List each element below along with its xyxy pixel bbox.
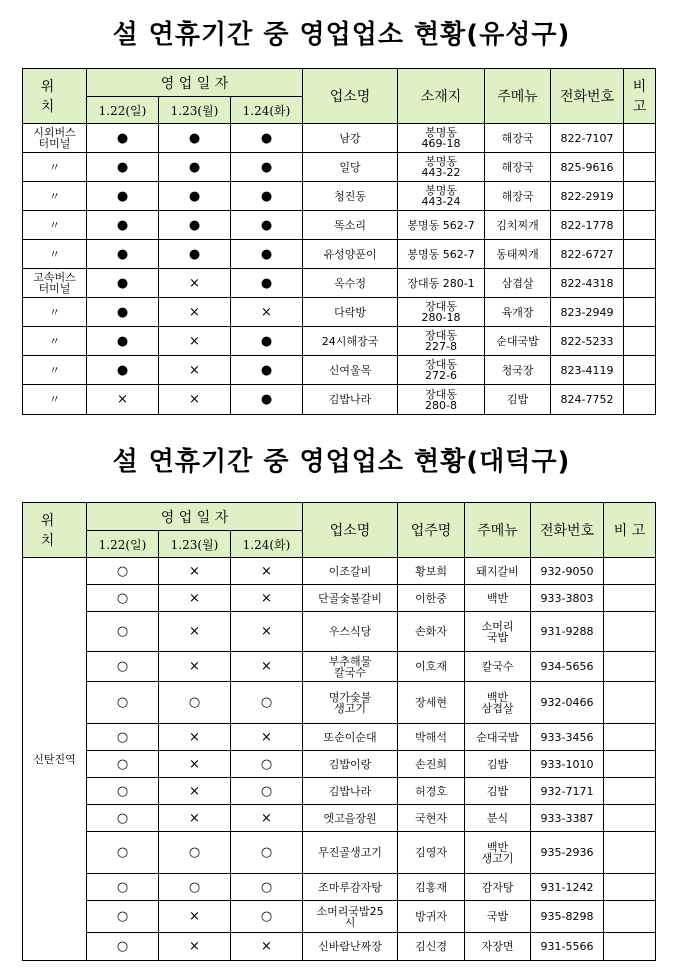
address-cell: 봉명동 443-22 — [398, 153, 485, 182]
header-address: 소재지 — [398, 69, 485, 124]
phone-cell: 822-7107 — [551, 124, 624, 153]
phone-cell: 932-0466 — [531, 682, 604, 724]
note-cell — [624, 124, 656, 153]
address-cell: 봉명동 562-7 — [398, 240, 485, 269]
table-row — [23, 751, 656, 778]
note-cell — [604, 751, 656, 778]
day2-status: ○ — [159, 874, 231, 901]
section2-title: 설 연휴기간 중 영업업소 현황(대덕구) — [112, 447, 571, 477]
header-phone: 전화번호 — [551, 69, 624, 124]
day2-status: ● — [159, 124, 231, 153]
day1-status: ○ — [87, 751, 159, 778]
day3-status: ● — [231, 385, 303, 415]
day1-status: ○ — [87, 585, 159, 612]
table-row — [23, 724, 656, 751]
menu-cell: 자장면 — [465, 933, 531, 961]
note-cell — [624, 211, 656, 240]
phone-cell: 935-8298 — [531, 901, 604, 933]
table-row — [23, 805, 656, 832]
table-row — [23, 124, 656, 153]
note-cell — [604, 805, 656, 832]
day2-status: × — [159, 298, 231, 327]
business-name: 조마루감자탕 — [303, 874, 398, 901]
business-name: 무진골생고기 — [303, 832, 398, 874]
menu-cell: 백반 삼겹살 — [465, 682, 531, 724]
header-location: 위 치 — [23, 69, 87, 124]
day2-status: ● — [159, 211, 231, 240]
phone-cell: 931-5566 — [531, 933, 604, 961]
owner-cell: 이호재 — [398, 652, 465, 682]
yuseong-table-body — [23, 124, 656, 415]
note-cell — [604, 778, 656, 805]
daedeok-table — [22, 502, 656, 961]
phone-cell: 825-9616 — [551, 153, 624, 182]
address-cell: 봉명동 562-7 — [398, 211, 485, 240]
day3-status: × — [231, 652, 303, 682]
day3-status: × — [231, 298, 303, 327]
owner-cell: 박해석 — [398, 724, 465, 751]
phone-cell: 822-5233 — [551, 327, 624, 356]
table-row — [23, 652, 656, 682]
day2-status: × — [159, 778, 231, 805]
day1-status: ● — [87, 124, 159, 153]
address-cell: 봉명동 469-18 — [398, 124, 485, 153]
location-cell: 〃 — [23, 385, 87, 415]
table-row — [23, 182, 656, 211]
owner-cell: 김영자 — [398, 832, 465, 874]
day3-status: × — [231, 805, 303, 832]
header-menu: 주메뉴 — [485, 69, 551, 124]
phone-cell: 932-7171 — [531, 778, 604, 805]
menu-cell: 김밥 — [465, 778, 531, 805]
day2-status: × — [159, 933, 231, 961]
table-row — [23, 385, 656, 415]
header-business-days: 영 업 일 자 — [87, 503, 303, 531]
table-row — [23, 558, 656, 585]
header-note: 비 고 — [604, 503, 656, 558]
phone-cell: 933-3456 — [531, 724, 604, 751]
table-row — [23, 933, 656, 961]
menu-cell: 해장국 — [485, 153, 551, 182]
phone-cell: 931-9288 — [531, 612, 604, 652]
day1-status: ○ — [87, 682, 159, 724]
day1-status: ● — [87, 298, 159, 327]
day1-status: ● — [87, 211, 159, 240]
day3-status: ● — [231, 240, 303, 269]
day2-status: ● — [159, 240, 231, 269]
phone-cell: 931-1242 — [531, 874, 604, 901]
table-row — [23, 874, 656, 901]
table-row — [23, 778, 656, 805]
day3-status: ○ — [231, 874, 303, 901]
note-cell — [624, 327, 656, 356]
note-cell — [624, 269, 656, 298]
phone-cell: 932-9050 — [531, 558, 604, 585]
business-name: 다락방 — [303, 298, 398, 327]
day1-status: ○ — [87, 612, 159, 652]
day1-status: ○ — [87, 933, 159, 961]
day2-status: × — [159, 901, 231, 933]
phone-cell: 824-7752 — [551, 385, 624, 415]
day3-status: ● — [231, 124, 303, 153]
day2-status: × — [159, 805, 231, 832]
note-cell — [604, 901, 656, 933]
header-owner: 업주명 — [398, 503, 465, 558]
day3-status: ● — [231, 356, 303, 385]
day3-status: ● — [231, 269, 303, 298]
day3-status: ● — [231, 182, 303, 211]
table-row — [23, 153, 656, 182]
owner-cell: 김홍재 — [398, 874, 465, 901]
phone-cell: 822-1778 — [551, 211, 624, 240]
address-cell: 장대동 280-8 — [398, 385, 485, 415]
business-name: 신여울목 — [303, 356, 398, 385]
header-day-1: 1.22(일) — [87, 97, 159, 124]
header-phone: 전화번호 — [531, 503, 604, 558]
menu-cell: 김치찌개 — [485, 211, 551, 240]
header-name: 업소명 — [303, 503, 398, 558]
menu-cell: 김밥 — [465, 751, 531, 778]
business-name: 유성양푼이 — [303, 240, 398, 269]
business-name: 부추해물 칼국수 — [303, 652, 398, 682]
note-cell — [604, 832, 656, 874]
menu-cell: 순대국밥 — [465, 724, 531, 751]
yuseong-table — [22, 68, 656, 415]
note-cell — [624, 153, 656, 182]
phone-cell: 822-6727 — [551, 240, 624, 269]
note-cell — [624, 385, 656, 415]
header-day-3: 1.24(화) — [231, 97, 303, 124]
day2-status: × — [159, 652, 231, 682]
menu-cell: 삼겹살 — [485, 269, 551, 298]
day3-status: ○ — [231, 751, 303, 778]
menu-cell: 청국장 — [485, 356, 551, 385]
header-day-1: 1.22(일) — [87, 531, 159, 558]
note-cell — [604, 933, 656, 961]
location-cell: 고속버스 터미널 — [23, 269, 87, 298]
day3-status: ● — [231, 327, 303, 356]
business-name: 일당 — [303, 153, 398, 182]
note-cell — [604, 682, 656, 724]
day2-status: × — [159, 585, 231, 612]
owner-cell: 국현자 — [398, 805, 465, 832]
table-row — [23, 901, 656, 933]
menu-cell: 순대국밥 — [485, 327, 551, 356]
menu-cell: 김밥 — [485, 385, 551, 415]
day1-status: ○ — [87, 832, 159, 874]
address-cell: 봉명동 443-24 — [398, 182, 485, 211]
phone-cell: 823-2949 — [551, 298, 624, 327]
note-cell — [604, 612, 656, 652]
business-name: 김밥나라 — [303, 778, 398, 805]
day1-status: ○ — [87, 724, 159, 751]
location-cell: 〃 — [23, 211, 87, 240]
phone-cell: 933-3387 — [531, 805, 604, 832]
note-cell — [604, 585, 656, 612]
day3-status: × — [231, 933, 303, 961]
business-name: 청진동 — [303, 182, 398, 211]
day1-status: × — [87, 385, 159, 415]
day1-status: ● — [87, 327, 159, 356]
table-row — [23, 612, 656, 652]
menu-cell: 분식 — [465, 805, 531, 832]
day2-status: × — [159, 724, 231, 751]
table-row — [23, 682, 656, 724]
owner-cell: 김신경 — [398, 933, 465, 961]
table-row — [23, 269, 656, 298]
business-name: 김밥이랑 — [303, 751, 398, 778]
day3-status: ○ — [231, 682, 303, 724]
day1-status: ○ — [87, 901, 159, 933]
day2-status: × — [159, 385, 231, 415]
day3-status: ○ — [231, 832, 303, 874]
address-cell: 장대동 272-6 — [398, 356, 485, 385]
phone-cell: 823-4119 — [551, 356, 624, 385]
day1-status: ● — [87, 356, 159, 385]
table-row — [23, 211, 656, 240]
header-business-days: 영 업 일 자 — [87, 69, 303, 97]
owner-cell: 방귀자 — [398, 901, 465, 933]
menu-cell: 해장국 — [485, 182, 551, 211]
location-cell: 〃 — [23, 153, 87, 182]
day2-status: × — [159, 612, 231, 652]
day1-status: ○ — [87, 778, 159, 805]
menu-cell: 동태찌개 — [485, 240, 551, 269]
note-cell — [604, 558, 656, 585]
day2-status: ● — [159, 153, 231, 182]
business-name: 우스식당 — [303, 612, 398, 652]
phone-cell: 933-3803 — [531, 585, 604, 612]
day1-status: ○ — [87, 874, 159, 901]
business-name: 엣고을장원 — [303, 805, 398, 832]
day1-status: ○ — [87, 652, 159, 682]
day2-status: × — [159, 558, 231, 585]
day1-status: ● — [87, 182, 159, 211]
address-cell: 장대동 280-18 — [398, 298, 485, 327]
business-name: 소머리국밥25 시 — [303, 901, 398, 933]
address-cell: 장대동 280-1 — [398, 269, 485, 298]
menu-cell: 육개장 — [485, 298, 551, 327]
day3-status: ○ — [231, 901, 303, 933]
location-cell: 시외버스 터미널 — [23, 124, 87, 153]
table-row — [23, 585, 656, 612]
header-day-2: 1.23(월) — [159, 531, 231, 558]
table-row — [23, 298, 656, 327]
business-name: 옥수정 — [303, 269, 398, 298]
business-name: 또순이순대 — [303, 724, 398, 751]
header-menu: 주메뉴 — [465, 503, 531, 558]
menu-cell: 백반 생고기 — [465, 832, 531, 874]
menu-cell: 백반 — [465, 585, 531, 612]
note-cell — [604, 874, 656, 901]
business-name: 이조갈비 — [303, 558, 398, 585]
header-note: 비 고 — [624, 69, 656, 124]
day3-status: × — [231, 612, 303, 652]
location-cell: 〃 — [23, 327, 87, 356]
table-row — [23, 327, 656, 356]
header-location: 위 치 — [23, 503, 87, 558]
table-row — [23, 240, 656, 269]
location-cell: 〃 — [23, 182, 87, 211]
day3-status: ○ — [231, 778, 303, 805]
day1-status: ● — [87, 153, 159, 182]
day3-status: × — [231, 724, 303, 751]
menu-cell: 국밥 — [465, 901, 531, 933]
owner-cell: 이한중 — [398, 585, 465, 612]
day2-status: × — [159, 356, 231, 385]
business-name: 24시해장국 — [303, 327, 398, 356]
note-cell — [624, 356, 656, 385]
day3-status: × — [231, 585, 303, 612]
business-name: 명가숯불 생고기 — [303, 682, 398, 724]
day2-status: × — [159, 269, 231, 298]
header-day-2: 1.23(월) — [159, 97, 231, 124]
note-cell — [624, 182, 656, 211]
table-row — [23, 356, 656, 385]
daedeok-table-body — [23, 558, 656, 961]
day2-status: × — [159, 327, 231, 356]
header-day-3: 1.24(화) — [231, 531, 303, 558]
business-name: 단골숯불갈비 — [303, 585, 398, 612]
note-cell — [624, 298, 656, 327]
owner-cell: 손화자 — [398, 612, 465, 652]
day2-status: ○ — [159, 682, 231, 724]
day1-status: ○ — [87, 805, 159, 832]
location-cell: 신탄진역 — [23, 558, 87, 961]
location-cell: 〃 — [23, 240, 87, 269]
table-row — [23, 832, 656, 874]
day1-status: ○ — [87, 558, 159, 585]
note-cell — [624, 240, 656, 269]
menu-cell: 칼국수 — [465, 652, 531, 682]
note-cell — [604, 724, 656, 751]
day1-status: ● — [87, 240, 159, 269]
menu-cell: 돼지갈비 — [465, 558, 531, 585]
day3-status: × — [231, 558, 303, 585]
phone-cell: 934-5656 — [531, 652, 604, 682]
menu-cell: 감자탕 — [465, 874, 531, 901]
day1-status: ● — [87, 269, 159, 298]
owner-cell: 황보희 — [398, 558, 465, 585]
business-name: 똑소리 — [303, 211, 398, 240]
note-cell — [604, 652, 656, 682]
location-cell: 〃 — [23, 356, 87, 385]
owner-cell: 손진희 — [398, 751, 465, 778]
location-cell: 〃 — [23, 298, 87, 327]
menu-cell: 소머리 국밥 — [465, 612, 531, 652]
day2-status: × — [159, 751, 231, 778]
owner-cell: 허경호 — [398, 778, 465, 805]
day2-status: ● — [159, 182, 231, 211]
business-name: 김밥나라 — [303, 385, 398, 415]
business-name: 신바람난짜장 — [303, 933, 398, 961]
day2-status: ○ — [159, 832, 231, 874]
day3-status: ● — [231, 153, 303, 182]
phone-cell: 935-2936 — [531, 832, 604, 874]
day3-status: ● — [231, 211, 303, 240]
section1-title: 설 연휴기간 중 영업업소 현황(유성구) — [112, 20, 571, 50]
phone-cell: 822-2919 — [551, 182, 624, 211]
address-cell: 장대동 227-8 — [398, 327, 485, 356]
owner-cell: 장세현 — [398, 682, 465, 724]
phone-cell: 933-1010 — [531, 751, 604, 778]
menu-cell: 해장국 — [485, 124, 551, 153]
phone-cell: 822-4318 — [551, 269, 624, 298]
business-name: 남강 — [303, 124, 398, 153]
header-name: 업소명 — [303, 69, 398, 124]
